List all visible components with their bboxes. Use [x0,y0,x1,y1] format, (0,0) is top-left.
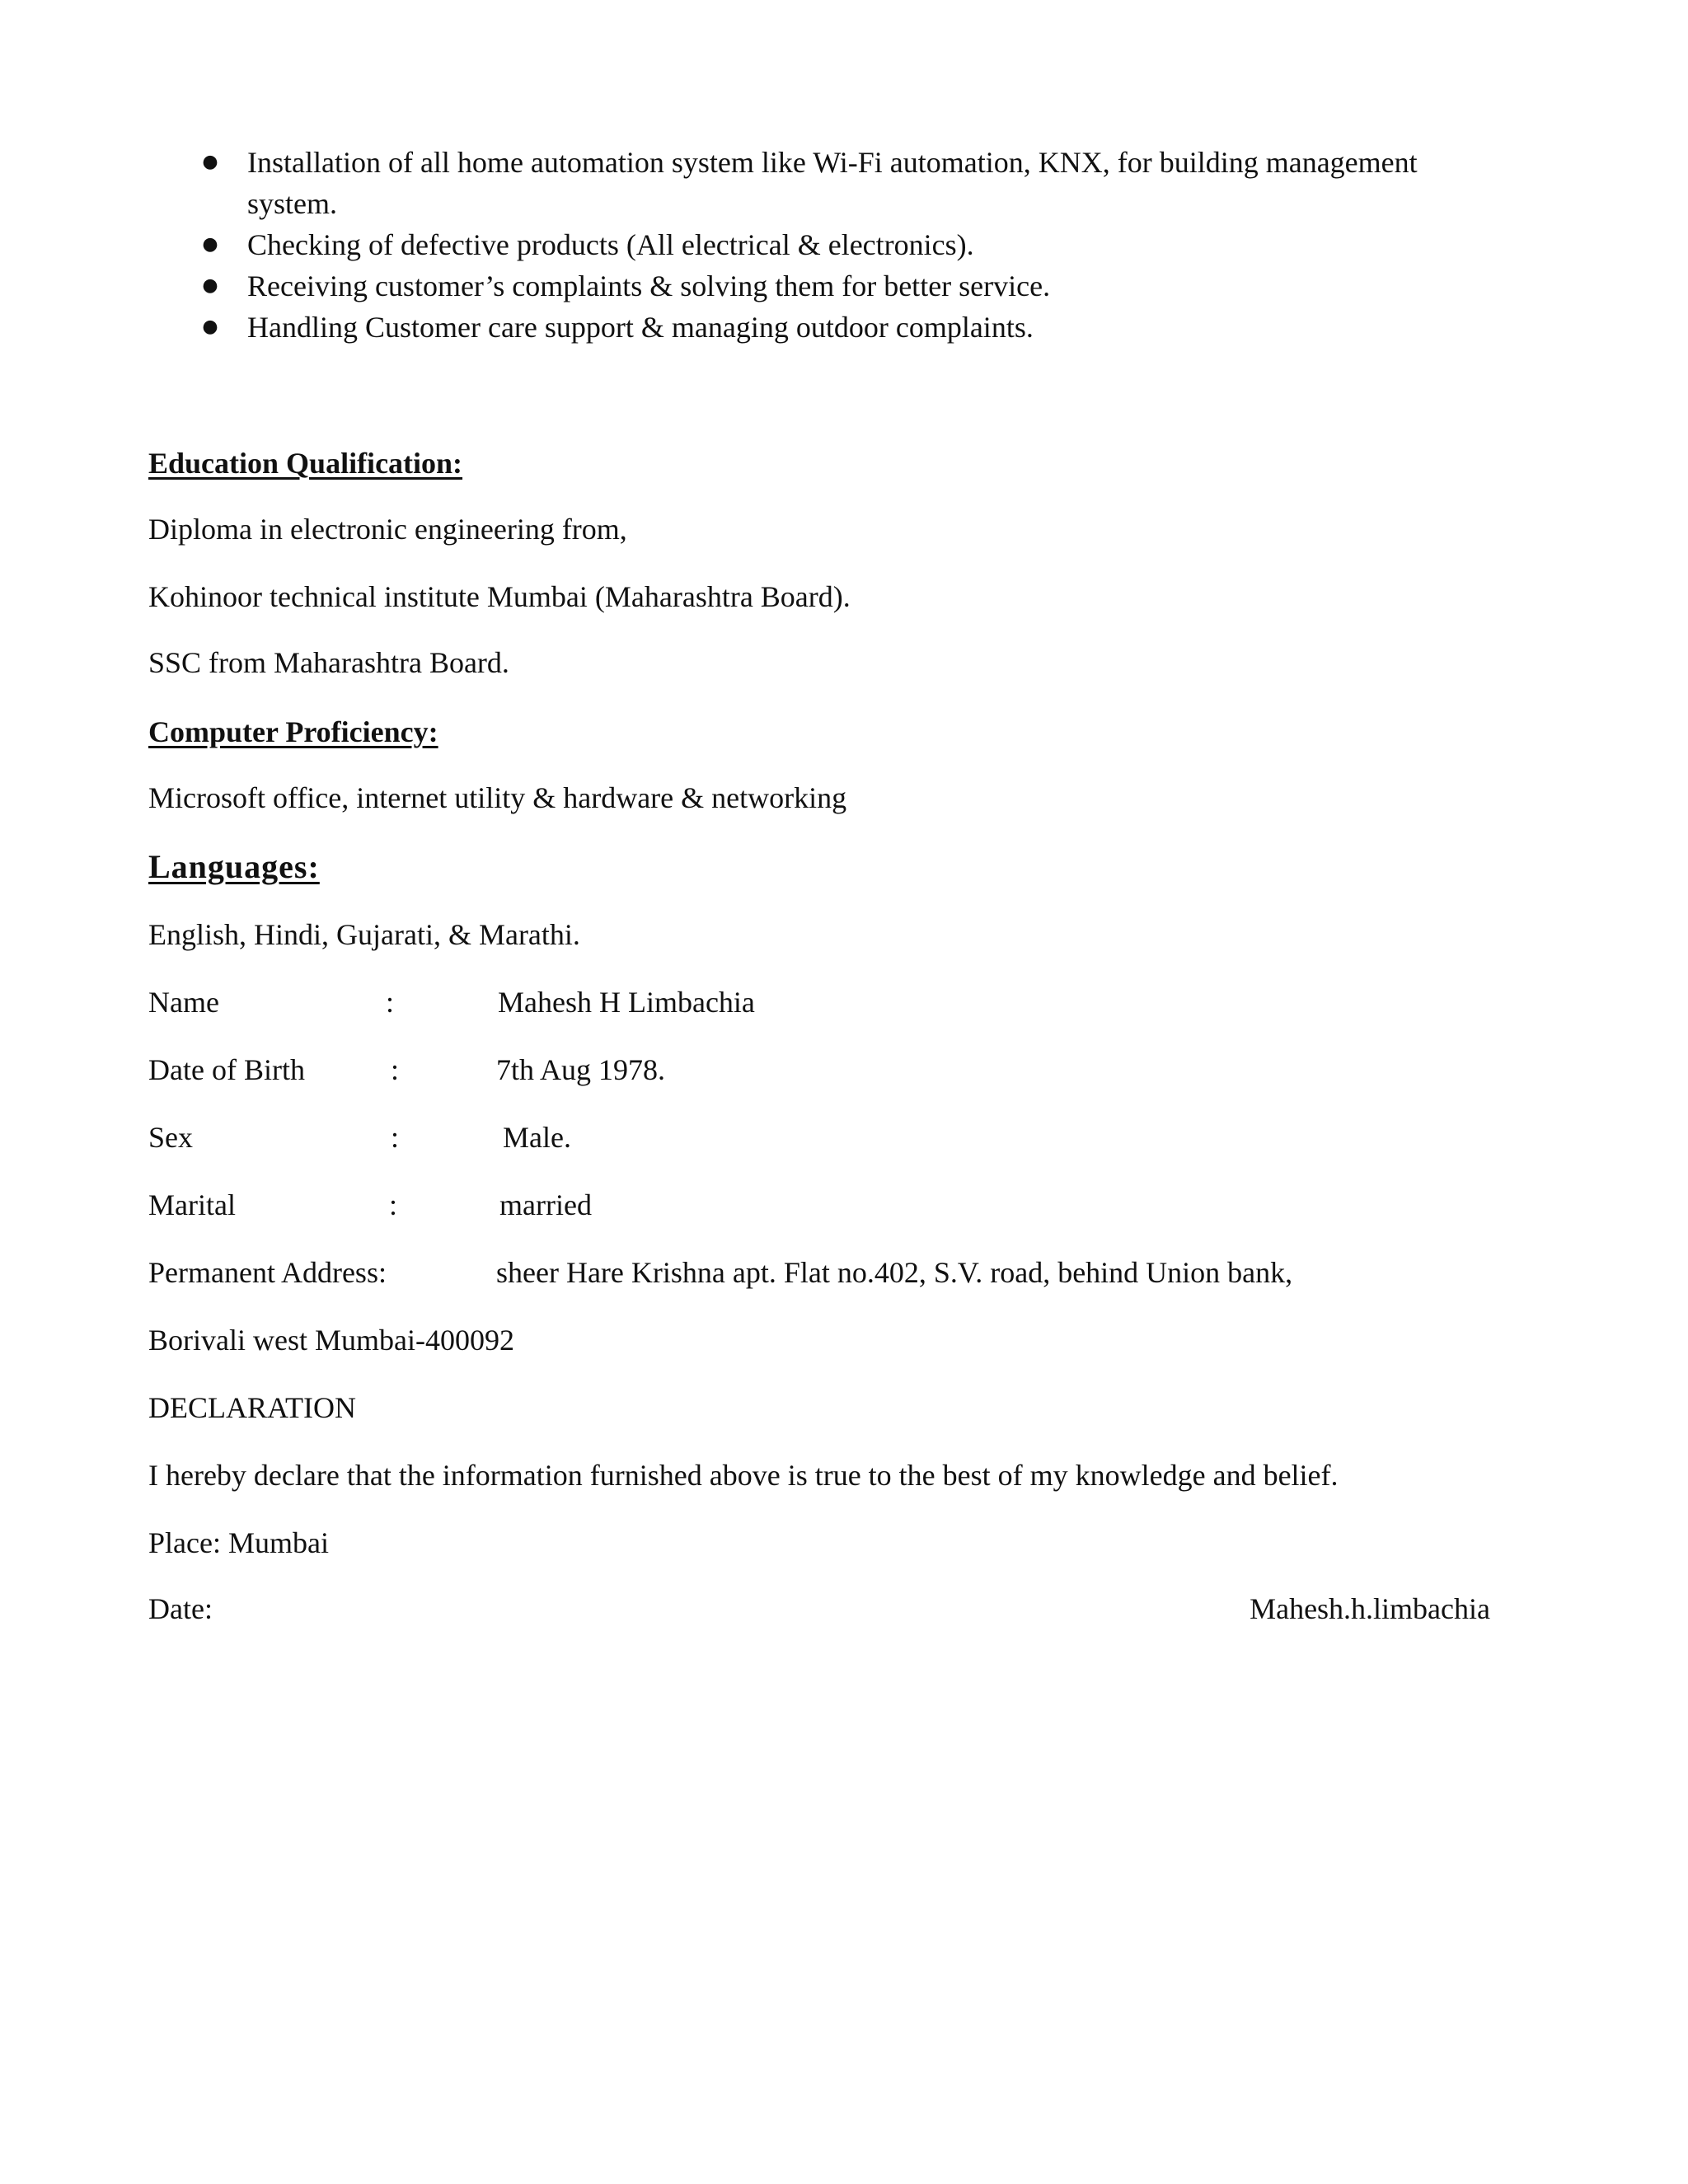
declaration-heading: DECLARATION [148,1391,356,1424]
duty-text: Handling Customer care support & managing outdoor complaints. [247,311,1034,344]
place-line: Place: Mumbai [148,1526,329,1559]
marital-colon: : [389,1188,398,1221]
languages-heading: Languages: [148,848,320,885]
languages-text: English, Hindi, Gujarati, & Marathi. [148,918,580,951]
address-continuation: Borivali west Mumbai-400092 [148,1324,514,1357]
date-line: Date: [148,1592,213,1625]
dob-colon: : [391,1053,400,1086]
education-line: Diploma in electronic engineering from, [148,513,627,546]
computer-heading: Computer Proficiency: [148,715,438,748]
bullet-icon: ● [202,234,218,255]
bullet-icon: ● [202,152,218,172]
name-value: Mahesh H Limbachia [498,986,755,1019]
sex-colon: : [391,1121,400,1154]
list-item [198,265,1451,307]
duty-text: Receiving customer’s complaints & solving them for better service. [247,269,1051,302]
name-colon: : [386,986,395,1019]
duties-list [198,142,1451,348]
bullet-icon: ● [202,316,218,337]
address-label: Permanent Address: [148,1256,387,1289]
name-label: Name [148,986,219,1019]
list-item [198,307,1451,348]
marital-label: Marital [148,1188,236,1221]
education-heading: Education Qualification: [148,447,463,480]
duty-text: Checking of defective products (All electrical & electronics). [247,228,974,261]
list-item [198,224,1451,265]
sex-value: Male. [503,1121,571,1154]
computer-text: Microsoft office, internet utility & hardware & networking [148,781,847,814]
dob-value: 7th Aug 1978. [496,1053,666,1086]
address-value: sheer Hare Krishna apt. Flat no.402, S.V. road, behind Union bank, [496,1256,1293,1289]
sex-label: Sex [148,1121,193,1154]
bullet-icon: ● [202,275,218,296]
education-line: SSC from Maharashtra Board. [148,646,509,679]
education-line: Kohinoor technical institute Mumbai (Maharashtra Board). [148,580,851,613]
duty-text: Installation of all home automation system like Wi-Fi automation, KNX, for building management system. [247,146,1418,220]
signature-name: Mahesh.h.limbachia [1250,1592,1490,1625]
marital-value: married [499,1188,592,1221]
declaration-text: I hereby declare that the information furnished above is true to the best of my knowledge and belief. [148,1459,1339,1492]
dob-label: Date of Birth [148,1053,305,1086]
list-item [198,142,1451,224]
